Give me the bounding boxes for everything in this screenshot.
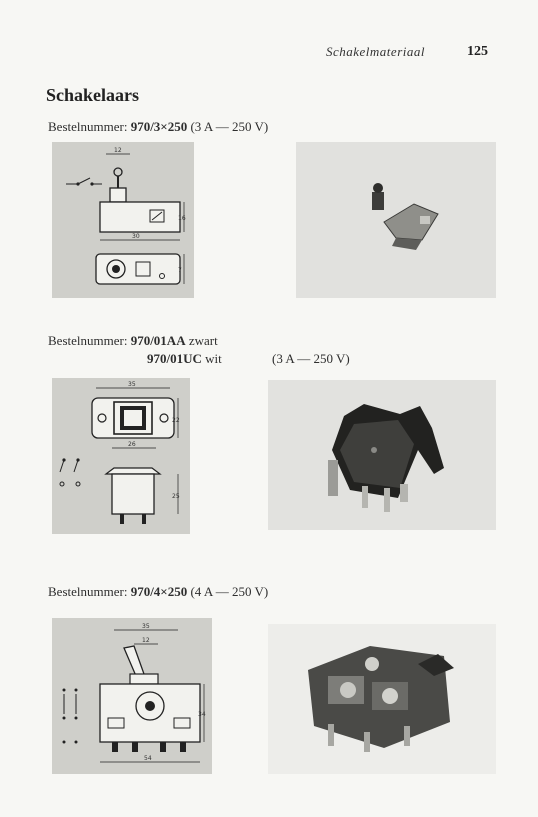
order-line-1: [48, 119, 268, 135]
dim-label: 30: [132, 233, 140, 240]
order-rating-2: (3 A — 250 V): [272, 351, 350, 366]
dim-label: 22: [172, 417, 180, 424]
dim-label: 54: [144, 755, 152, 762]
order-code: 970/4×250: [130, 584, 188, 599]
dim-label: 7: [178, 267, 182, 274]
dim-label: 16: [178, 215, 186, 222]
order-rating: (3 A — 250 V): [190, 119, 269, 134]
order-line-2a: [48, 333, 218, 349]
dim-label: 34: [198, 711, 206, 718]
order-code: 970/01UC: [147, 351, 202, 366]
dim-label: 35: [128, 381, 136, 388]
section-title: Schakelaars: [46, 85, 140, 105]
dim-label: 35: [142, 623, 150, 630]
order-line-3: [48, 584, 268, 600]
order-color: zwart: [188, 333, 218, 348]
order-color: wit: [205, 351, 222, 366]
order-label: Bestelnummer:: [48, 333, 128, 348]
dim-label: 26: [128, 441, 136, 448]
dim-label: 25: [172, 493, 180, 500]
dim-label: 12: [142, 637, 150, 644]
technical-drawing-1: [52, 142, 194, 298]
order-line-2b: [147, 351, 222, 367]
product-photo-2: [268, 380, 496, 530]
order-label: Bestelnummer:: [48, 119, 128, 134]
dim-label: 12: [114, 147, 122, 154]
technical-drawing-3: [52, 618, 212, 774]
product-photo-1: [296, 142, 496, 298]
order-code: 970/01AA: [130, 333, 186, 348]
page-number: 125: [467, 44, 488, 59]
running-head: Schakelmateriaal: [326, 44, 425, 59]
order-rating: (4 A — 250 V): [190, 584, 269, 599]
order-label: Bestelnummer:: [48, 584, 128, 599]
technical-drawing-2: [52, 378, 190, 534]
product-photo-3: [268, 624, 496, 774]
order-code: 970/3×250: [130, 119, 188, 134]
